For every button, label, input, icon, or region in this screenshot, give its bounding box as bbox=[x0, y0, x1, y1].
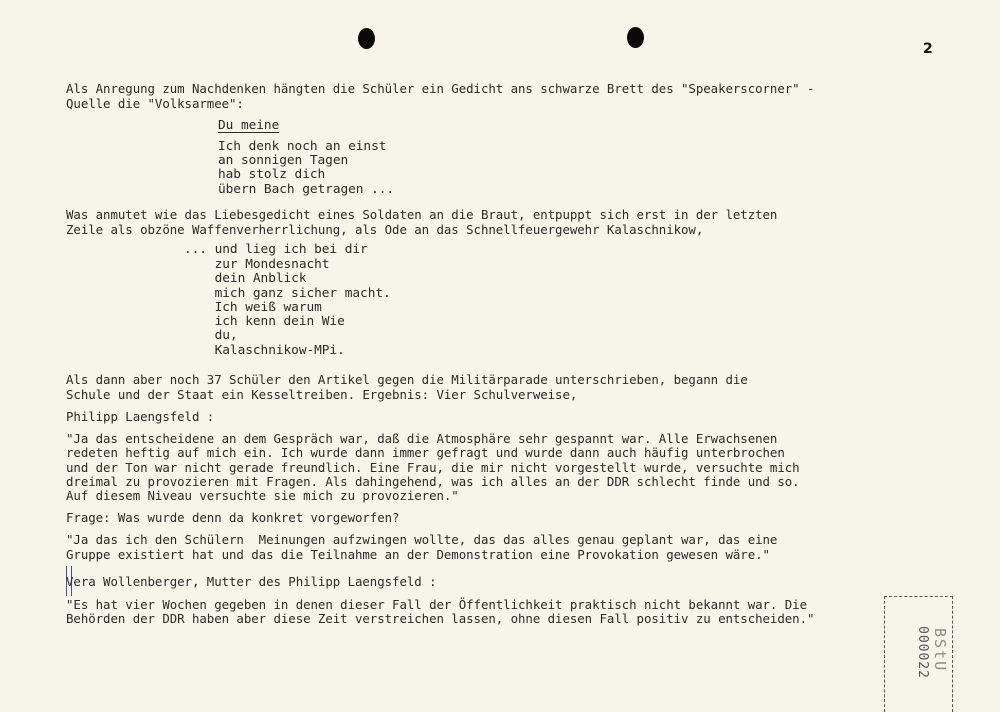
commentary-line-2: Zeile als obzöne Waffenverherrlichung, als Ode an das Schnellfeuergewehr Kalaschnikow, bbox=[66, 222, 704, 237]
poem-2-line: ... und lieg ich bei dir bbox=[184, 242, 368, 257]
archive-stamp-number: 000022 bbox=[915, 626, 930, 679]
question-line: Frage: Was wurde denn da konkret vorgeworfen? bbox=[66, 510, 400, 525]
quote-1-line: Auf diesem Niveau versuchte sie mich zu provozieren." bbox=[66, 488, 459, 503]
poem-1-line: an sonnigen Tagen bbox=[218, 153, 349, 168]
quote-1-line: dreimal zu provozieren mit Fragen. Als dahingehend, was ich alles an der DDR schlecht finde und so. bbox=[66, 474, 800, 489]
archive-stamp-agency: BStU bbox=[931, 628, 949, 673]
page-number: 2 bbox=[923, 41, 933, 57]
quote-1-line: "Ja das entscheidene an dem Gespräch war, daß die Atmosphäre sehr gespannt war. Alle Erwachsenen bbox=[66, 431, 778, 446]
poem-2-line: Ich weiß warum bbox=[184, 300, 322, 315]
poem-2-line: ich kenn dein Wie bbox=[184, 314, 345, 329]
intro-line-2: Quelle die "Volksarmee": bbox=[66, 96, 244, 111]
poem-1-line: Ich denk noch an einst bbox=[218, 139, 387, 154]
poem-2-line: zur Mondesnacht bbox=[184, 257, 330, 272]
intro-line-1: Als Anregung zum Nachdenken hängten die Schüler ein Gedicht ans schwarze Brett des "Speakerscorner" - bbox=[66, 81, 815, 96]
quote-3-line: Behörden der DDR haben aber diese Zeit verstreichen lassen, ohne diesen Fall positiv zu entscheiden." bbox=[66, 611, 815, 626]
poem-2-line: mich ganz sicher macht. bbox=[184, 286, 391, 301]
poem-2-line: du, bbox=[184, 328, 238, 343]
speaker-1-label: Philipp Laengsfeld : bbox=[66, 409, 215, 424]
quote-2-line: Gruppe existiert hat und das die Teilnahme an der Demonstration eine Provokation gewesen wäre." bbox=[66, 547, 770, 562]
quote-3-line: "Es hat vier Wochen gegeben in denen dieser Fall der Öffentlichkeit praktisch nicht bekannt war. Die bbox=[66, 597, 807, 612]
poem-1-line: hab stolz dich bbox=[218, 167, 326, 182]
quote-1-line: und der Ton war nicht gerade freundlich. Eine Frau, die mir nicht vorgestellt wurde, versuchte mich bbox=[66, 460, 800, 475]
poem-2-line: dein Anblick bbox=[184, 271, 307, 286]
punch-hole-left bbox=[358, 28, 375, 49]
speaker-2-label: Vera Wollenberger, Mutter des Philipp Laengsfeld : bbox=[66, 574, 437, 589]
quote-1-line: redeten heftig auf mich ein. Ich wurde dann immer gefragt und wurde dann auch häufig unterbrochen bbox=[66, 445, 785, 460]
result-line-1: Als dann aber noch 37 Schüler den Artikel gegen die Militärparade unterschrieben, begann die bbox=[66, 372, 748, 387]
quote-2-line: "Ja das ich den Schülern Meinungen aufzwingen wollte, das das alles genau geplant war, das eine bbox=[66, 532, 778, 547]
result-line-2: Schule und der Staat ein Kesseltreiben. Ergebnis: Vier Schulverweise, bbox=[66, 387, 578, 402]
poem-1-title: Du meine bbox=[218, 118, 280, 133]
punch-hole-right bbox=[627, 27, 644, 48]
poem-1-line: übern Bach getragen ... bbox=[218, 182, 395, 197]
poem-2-line: Kalaschnikow-MPi. bbox=[184, 343, 345, 358]
commentary-line-1: Was anmutet wie das Liebesgedicht eines Soldaten an die Braut, entpuppt sich erst in der letzten bbox=[66, 207, 778, 222]
